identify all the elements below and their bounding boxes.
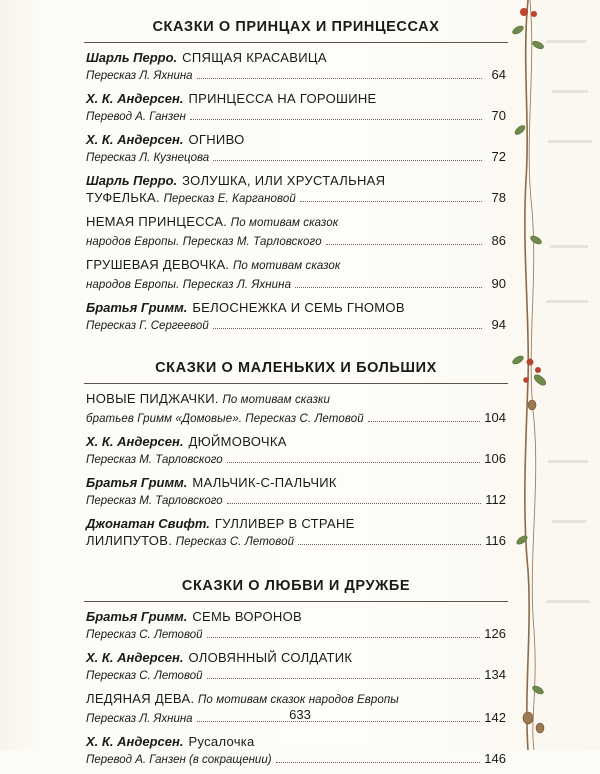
- entry-page-number: 94: [491, 317, 506, 332]
- entry-note-continued: братьев Гримм «Домовые». Пересказ С. Летовой: [86, 413, 364, 425]
- entry-line-2: [86, 409, 506, 428]
- entry-line-2: [86, 532, 506, 551]
- entry-line-1: [86, 172, 506, 189]
- entry-author: Х. К. Андерсен.: [86, 91, 184, 106]
- entry-page-number: 106: [484, 451, 506, 466]
- entry-page-number: 64: [491, 67, 506, 82]
- entry-author: Братья Гримм.: [86, 300, 188, 315]
- entry-credit: Пересказ С. Летовой: [86, 629, 203, 641]
- entry-author: Х. К. Андерсен.: [86, 132, 184, 147]
- table-of-contents: [86, 16, 506, 774]
- section-divider: [84, 383, 508, 384]
- entry-line-2: [86, 450, 506, 469]
- entry-line-2: [86, 275, 506, 294]
- entry-page-number: 104: [484, 410, 506, 425]
- dot-leader: [298, 544, 481, 545]
- entry-title: ЗОЛУШКА, ИЛИ ХРУСТАЛЬНАЯ: [182, 173, 386, 188]
- entry-title: НОВЫЕ ПИДЖАЧКИ.: [86, 391, 219, 406]
- toc-entry[interactable]: [86, 256, 506, 294]
- entry-line-2: [86, 625, 506, 644]
- entry-line-1: [86, 733, 506, 750]
- entry-title: Русалочка: [188, 734, 255, 749]
- entry-page-number: 90: [491, 276, 506, 291]
- entry-credit: Пересказ Л. Яхнина: [86, 713, 193, 725]
- entry-line-2: [86, 750, 506, 769]
- entry-credit: Пересказ С. Летовой: [86, 670, 203, 682]
- entry-note-continued: Пересказ Е. Каргановой: [163, 193, 296, 205]
- section-title: СКАЗКИ О МАЛЕНЬКИХ И БОЛЬШИХ: [155, 360, 437, 376]
- entry-author: Х. К. Андерсен.: [86, 434, 184, 449]
- entry-line-1: [86, 515, 506, 532]
- toc-entry[interactable]: [86, 172, 506, 208]
- dot-leader: [295, 287, 482, 288]
- entry-line-1: [86, 390, 506, 409]
- entry-title: ПРИНЦЕССА НА ГОРОШИНЕ: [188, 91, 377, 106]
- entry-page-number: 116: [485, 533, 506, 548]
- entry-page-number: 126: [484, 626, 506, 641]
- entry-page-number: 146: [484, 751, 506, 766]
- entry-line-1: [86, 90, 506, 107]
- entry-title: СПЯЩАЯ КРАСАВИЦА: [182, 50, 327, 65]
- dot-leader: [213, 160, 482, 161]
- entry-note-continued: народов Европы. Пересказ Л. Яхнина: [86, 279, 292, 291]
- toc-entry[interactable]: [86, 433, 506, 469]
- entry-title: СЕМЬ ВОРОНОВ: [192, 609, 302, 624]
- section-title: СКАЗКИ О ПРИНЦАХ И ПРИНЦЕССАХ: [152, 19, 440, 35]
- toc-entry[interactable]: [86, 390, 506, 428]
- entry-author: Шарль Перро.: [86, 50, 178, 65]
- entry-page-number: 78: [491, 190, 506, 205]
- entry-credit: Перевод А. Ганзен (в сокращении): [86, 754, 272, 766]
- entry-page-number: 86: [491, 233, 506, 248]
- entry-note: По мотивам сказки: [222, 394, 331, 406]
- toc-entry[interactable]: [86, 474, 506, 510]
- section-title: СКАЗКИ О ЛЮБВИ И ДРУЖБЕ: [181, 578, 411, 594]
- section-divider: [84, 601, 508, 602]
- entry-title: НЕМАЯ ПРИНЦЕССА.: [86, 214, 228, 229]
- page-number: 633: [289, 707, 311, 722]
- entry-line-1: [86, 649, 506, 666]
- entry-line-1: [86, 49, 506, 66]
- entry-line-1: [86, 131, 506, 148]
- entry-line-2: [86, 66, 506, 85]
- toc-entry[interactable]: [86, 515, 506, 551]
- entry-credit: Пересказ Л. Яхнина: [86, 70, 193, 82]
- toc-entry[interactable]: [86, 733, 506, 769]
- entry-title: ОГНИВО: [188, 132, 245, 147]
- entry-note-continued: Пересказ С. Летовой: [175, 536, 295, 548]
- entry-page-number: 134: [484, 667, 506, 682]
- toc-entry[interactable]: [86, 299, 506, 335]
- dot-leader: [300, 201, 482, 202]
- entry-credit: Перевод А. Ганзен: [86, 111, 186, 123]
- toc-entry[interactable]: [86, 90, 506, 126]
- entry-line-2: [86, 232, 506, 251]
- entry-line-2: [86, 148, 506, 167]
- entry-title: ДЮЙМОВОЧКА: [188, 434, 287, 449]
- dot-leader: [207, 637, 481, 638]
- toc-entry[interactable]: [86, 131, 506, 167]
- section-divider: [84, 42, 508, 43]
- dot-leader: [227, 462, 481, 463]
- entry-title: ЛЕДЯНАЯ ДЕВА.: [86, 691, 195, 706]
- entry-line-2: [86, 491, 506, 510]
- entry-title: БЕЛОСНЕЖКА И СЕМЬ ГНОМОВ: [192, 300, 405, 315]
- dot-leader: [326, 244, 482, 245]
- entry-line-1: [86, 213, 506, 232]
- entry-page-number: 142: [484, 710, 506, 725]
- dot-leader: [276, 762, 481, 763]
- toc-entry[interactable]: [86, 49, 506, 85]
- entry-page-number: 72: [491, 149, 506, 164]
- entry-credit: Пересказ М. Тарловского: [86, 454, 223, 466]
- entry-title: ГРУШЕВАЯ ДЕВОЧКА.: [86, 257, 230, 272]
- entry-title: МАЛЬЧИК-С-ПАЛЬЧИК: [192, 475, 337, 490]
- toc-entry[interactable]: [86, 608, 506, 644]
- entry-page-number: 70: [491, 108, 506, 123]
- toc-entry[interactable]: [86, 213, 506, 251]
- entry-credit: Пересказ Г. Сергеевой: [86, 320, 209, 332]
- entry-note: По мотивам сказок народов Европы: [197, 694, 399, 706]
- entry-title-continued: ЛИЛИПУТОВ.: [86, 533, 173, 548]
- entry-author: Х. К. Андерсен.: [86, 650, 184, 665]
- entry-line-1: [86, 256, 506, 275]
- entry-page-number: 112: [485, 492, 506, 507]
- dot-leader: [213, 328, 482, 329]
- entry-note: По мотивам сказок: [230, 217, 339, 229]
- decorative-vine-illustration: [500, 0, 560, 750]
- entry-title: ОЛОВЯННЫЙ СОЛДАТИК: [188, 650, 353, 665]
- entry-line-1: [86, 608, 506, 625]
- dot-leader: [207, 678, 481, 679]
- entry-line-2: [86, 666, 506, 685]
- entry-line-1: [86, 299, 506, 316]
- entry-author: Братья Гримм.: [86, 609, 188, 624]
- entry-line-1: [86, 433, 506, 450]
- entry-author: Джонатан Свифт.: [86, 516, 210, 531]
- entry-line-2: [86, 107, 506, 126]
- entry-note: По мотивам сказок: [232, 260, 341, 272]
- toc-entry[interactable]: [86, 649, 506, 685]
- entry-author: Х. К. Андерсен.: [86, 734, 184, 749]
- entry-title-continued: ТУФЕЛЬКА.: [86, 190, 160, 205]
- entry-line-2: [86, 316, 506, 335]
- entry-author: Братья Гримм.: [86, 475, 188, 490]
- entry-credit: Пересказ М. Тарловского: [86, 495, 223, 507]
- entry-title: ГУЛЛИВЕР В СТРАНЕ: [214, 516, 355, 531]
- entry-line-2: [86, 189, 506, 208]
- entry-note-continued: народов Европы. Пересказ М. Тарловского: [86, 236, 322, 248]
- dot-leader: [190, 119, 482, 120]
- entry-credit: Пересказ Л. Кузнецова: [86, 152, 210, 164]
- dot-leader: [227, 503, 482, 504]
- entry-line-1: [86, 474, 506, 491]
- entry-author: Шарль Перро.: [86, 173, 178, 188]
- dot-leader: [197, 78, 482, 79]
- dot-leader: [368, 421, 481, 422]
